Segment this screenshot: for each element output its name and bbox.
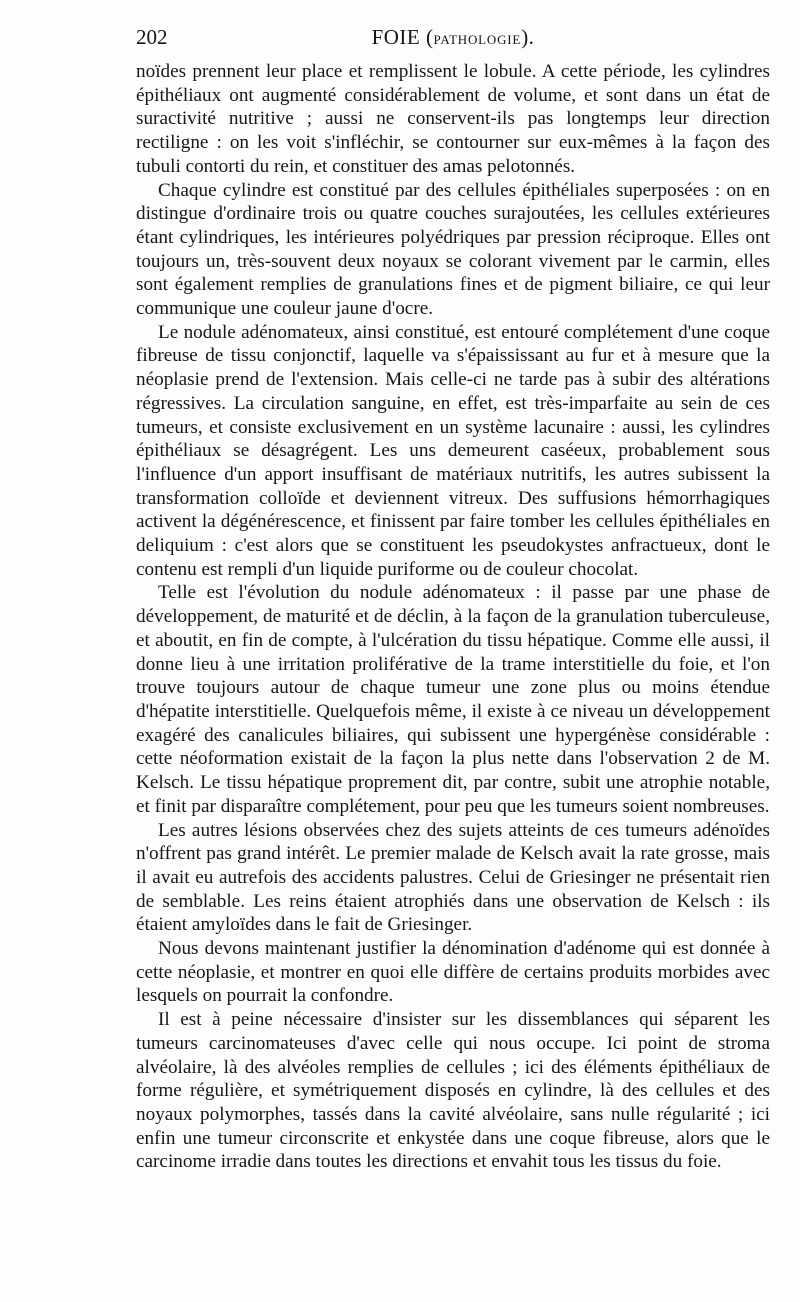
paragraph: Chaque cylindre est constitué par des cellules épithéliales superposées : on en distingue d'ordinaire trois ou quatre couches surajoutées, les cellules extérieures étant cylindriques, les intérieures polyédriques par pression réciproque. Elles ont toujours un, très-souvent deux noyaux se colorant vivement par le carmin, elles sont également remplies de granulations fines et de pigment biliaire, ce qui leur communique une couleur jaune d'ocre. [136,179,770,320]
paragraph-continued: noïdes prennent leur place et remplissent le lobule. A cette période, les cylindres épithéliaux ont augmenté considérablement de volume, et sont dans un état de suractivité nutritive ; aussi ne conservent-ils pas longtemps leur direction rectiligne : on les voit s'infléchir, se contourner sur eux-mêmes à la façon des tubuli contorti du rein, et constituer des amas pelotonnés. [136,61,770,177]
page-number: 202 [136,25,168,49]
paragraph: Le nodule adénomateux, ainsi constitué, est entouré complétement d'une coque fibreuse de tissu conjonctif, laquelle va s'épaississant au fur et à mesure que la néoplasie prend de l'extension. Mais celle-ci ne tarde pas à subir des altérations régressives. La circulation sanguine, en effet, est très-imparfaite au sein de ces tumeurs, et consiste exclusivement en un système lacunaire : aussi, les cylindres épithéliaux se désagrégent. Les uns demeurent caséeux, probablement sous l'influence d'un apport insuffisant de matériaux nutritifs, les autres subissent la transformation colloïde et deviennent vitreux. Des suffusions hémorrhagiques activent la dégénérescence, et finissent par faire tomber les cellules épithéliales en deliquium : c'est alors que se constituent les pseudokystes anfractueux, dont le contenu est rempli d'un liquide puriforme ou de couleur chocolat. [136,321,770,580]
running-title-paren-open: ( [425,25,434,49]
body-text [136,60,770,1174]
paragraph: Nous devons maintenant justifier la dénomination d'adénome qui est donnée à cette néoplasie, et montrer en quoi elle diffère de certains produits morbides avec lesquels on pourrait la confondre. [136,938,770,1007]
paragraph: Les autres lésions observées chez des sujets atteints de ces tumeurs adénoïdes n'offrent pas grand intérêt. Le premier malade de Kelsch avait la rate grosse, mais il avait eu autrefois des accidents palustres. Celui de Griesinger ne présentait rien de semblable. Les reins étaient atrophiés dans une observation de Kelsch : ils étaient amyloïdes dans le fait de Griesinger. [136,819,770,936]
paragraph: Telle est l'évolution du nodule adénomateux : il passe par une phase de développement, de maturité et de déclin, à la façon de la granulation tuberculeuse, et aboutit, en fin de compte, à l'ulcération du tissu hépatique. Comme elle aussi, il donne lieu à une irritation proliférative de la trame interstitielle du foie, et l'on trouve toujours autour de chaque tumeur une zone plus ou moins étendue d'hépatite interstitielle. Quelquefois même, il existe à ce niveau un développement exagéré des canalicules biliaires, qui subissent une hypergénèse considérable : cette néoformation existait de la façon la plus nette dans l'observation 2 de M. Kelsch. Le tissu hépatique proprement dit, par contre, subit une atrophie notable, et finit par disparaître complétement, pour peu que les tumeurs soient nombreuses. [136,582,770,817]
running-title [136,22,770,55]
running-title-paren-close: ). [521,25,535,49]
paragraph: Il est à peine nécessaire d'insister sur les dissemblances qui séparent les tumeurs carcinomateuses d'avec celle qui nous occupe. Ici point de stroma alvéolaire, là des alvéoles remplies de cellules ; ici des éléments épithéliaux de forme régulière, et symétriquement disposés en cylindre, là des cellules et des noyaux polymorphes, tassés dans la cavité alvéolaire, sans nulle régularité ; ici enfin une tumeur circonscrite et enkystée dans une coque fibreuse, alors que le carcinome irradie dans toutes les directions et envahit tous les tissus du foie. [136,1009,770,1173]
running-title-sub: PATHOLOGIE [433,32,522,47]
running-title-main: FOIE [371,25,421,49]
page-header [136,22,770,52]
